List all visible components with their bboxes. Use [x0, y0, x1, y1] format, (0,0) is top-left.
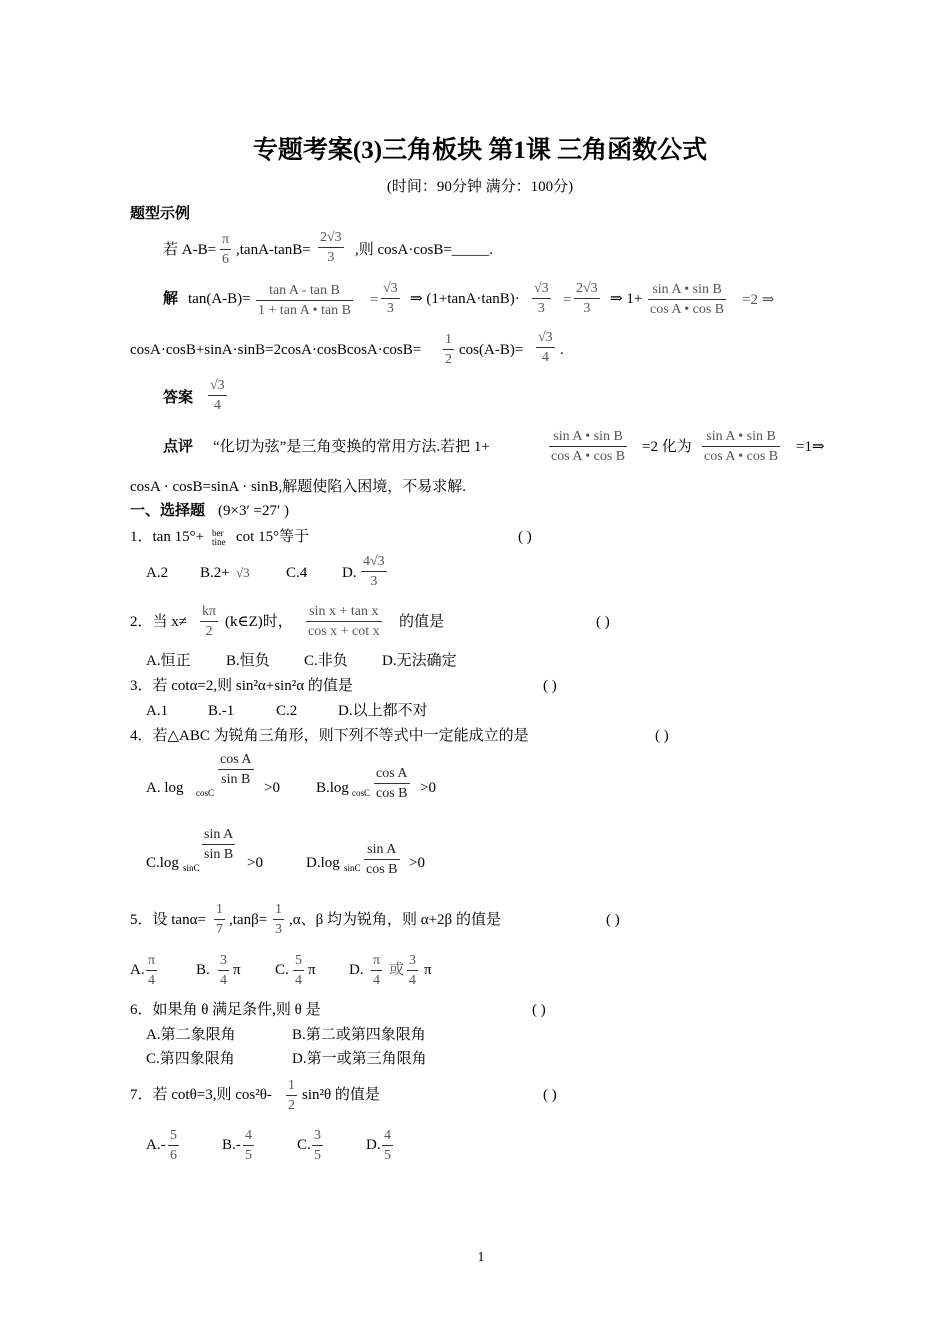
q4-option-a-gt: >0 [264, 780, 280, 796]
q1-option-d: D. [342, 565, 357, 581]
section-example-heading: 题型示例 [130, 206, 191, 222]
equals-two-arrow: =2 ⇒ [742, 292, 775, 308]
example-question-mid: ,tanA-tanB= [236, 242, 311, 258]
question-1-glyph: ber [212, 528, 224, 538]
q4-option-d-fraction: $\frac{\text{sin A}}{\text{cos B}}$ [366, 842, 398, 877]
question-3-paren: ( ) [543, 678, 557, 694]
q7-option-b-fraction: $\frac{4}{5}$ [245, 1128, 252, 1163]
question-1-paren: ( ) [518, 529, 532, 545]
q7-option-d-fraction: $\frac{4}{5}$ [384, 1128, 391, 1163]
q5-option-d-pi: π [424, 962, 432, 978]
q2-option-b: B.恒负 [226, 653, 270, 669]
question-3-text: 3．若 cotα=2,则 sin²α+sin²α 的值是 [130, 678, 353, 694]
q4-option-b-base: cosC [352, 788, 370, 798]
time-score-info: (时间：90分钟 满分：100分) [386, 179, 574, 195]
q4-option-c-gt: >0 [247, 855, 263, 871]
q7-option-b: B.- [222, 1137, 241, 1153]
q5-option-d: D. [349, 962, 364, 978]
equals-sign: = [370, 292, 379, 308]
question-2-paren: ( ) [596, 614, 610, 630]
q6-option-c: C.第四象限角 [146, 1051, 235, 1067]
question-4-paren: ( ) [655, 728, 669, 744]
q4-option-a-base: cosC [196, 788, 214, 798]
q5-fraction-1-7: $\frac{1}{7}$ [216, 902, 223, 937]
q4-option-c: C.log [146, 855, 179, 871]
fraction-sqrt3-over-3: $\frac{√3}{3}$ [383, 281, 398, 316]
q2-option-a: A.恒正 [146, 653, 191, 669]
question-5-end: ,α、β 均为锐角，则 α+2β 的值是 [289, 912, 501, 928]
q5-option-d-fraction-1: $\frac{\pi}{4}$ [373, 953, 381, 988]
q1-option-b-sqrt3: √3 [236, 565, 250, 580]
q5-option-b-pi: π [233, 962, 241, 978]
question-1-text: 1．tan 15°+ [130, 529, 205, 545]
q2-fraction-kpi: $\frac{k\pi}{2}$ [202, 604, 217, 639]
q1-option-b: B.2+ [200, 565, 230, 581]
q5-option-d-or: 或 [389, 962, 405, 978]
question-2-end: 的值是 [399, 614, 445, 630]
q1-option-d-fraction: $\frac{4√3}{3}$ [363, 554, 385, 589]
page-title: 专题考案(3)三角板块 第1课 三角函数公式 [252, 137, 708, 164]
q6-option-b: B.第二或第四象限角 [292, 1027, 426, 1043]
question-6-paren: ( ) [532, 1002, 546, 1018]
solution-period: . [560, 342, 564, 358]
q5-fraction-1-3: $\frac{1}{3}$ [275, 902, 282, 937]
solution-arrow-text: ⇒ (1+tanA·tanB)· [410, 291, 520, 307]
q5-option-b: B. [196, 962, 210, 978]
q7-option-c: C. [297, 1137, 311, 1153]
q5-option-c-fraction: $\frac{5}{4}$ [295, 953, 302, 988]
solution-arrow-text-2: ⇒ 1+ [610, 291, 643, 307]
q5-option-d-fraction-2: $\frac{3}{4}$ [409, 953, 416, 988]
q1-option-c: C.4 [286, 565, 308, 581]
question-6-text: 6．如果角 θ 满足条件,则 θ 是 [130, 1002, 321, 1018]
question-7-end: sin²θ 的值是 [302, 1087, 380, 1103]
q3-option-a: A.1 [146, 703, 169, 719]
section-choice-heading: 一、选择题 [130, 503, 206, 519]
q3-option-b: B.-1 [208, 703, 235, 719]
fraction-sqrt3-over-4: $\frac{√3}{4}$ [538, 330, 553, 365]
fraction-sin-over-cos: $\frac{\text{sin A • sin B}}{\text{cos A • cos B}}$ [650, 282, 725, 317]
q7-option-d: D. [366, 1137, 381, 1153]
q6-option-d: D.第一或第三角限角 [292, 1051, 427, 1067]
page-number: 1 [477, 1250, 485, 1265]
solution-line-2b: cos(A-B)= [459, 342, 524, 358]
section-choice-score: (9×3′ =27′ ) [218, 503, 289, 519]
question-1-rest: cot 15°等于 [236, 529, 310, 545]
comment-fraction-1: $\frac{\text{sin A • sin B}}{\text{cos A • cos B}}$ [551, 429, 626, 464]
fraction-2sqrt3-over-3-b: $\frac{2√3}{3}$ [576, 281, 598, 316]
example-question-end: ,则 cosA·cosB=_____. [355, 242, 494, 258]
q3-option-c: C.2 [276, 703, 298, 719]
fraction-tan-difference: $\frac{\text{tan A - tan B}}{\text{1 + tan A • tan B}}$ [258, 283, 351, 318]
question-4-text: 4．若△ABC 为锐角三角形，则下列不等式中一定能成立的是 [130, 728, 529, 744]
q2-main-fraction: $\frac{\text{sin x + tan x}}{\text{cos x + cot x}}$ [308, 604, 380, 639]
q3-option-d: D.以上都不对 [338, 703, 428, 719]
q5-option-a: A. [130, 962, 145, 978]
comment-text: “化切为弦”是三角变换的常用方法.若把 1+ [213, 439, 490, 455]
question-2-mid: (k∈Z)时， [225, 614, 293, 630]
q4-option-a: A. log [146, 780, 184, 796]
q7-fraction-1-2: $\frac{1}{2}$ [288, 1078, 295, 1113]
question-5-text: 5．设 tanα= [130, 912, 206, 928]
question-5-mid: ,tanβ= [229, 912, 268, 928]
comment-end: =1⇒ [796, 439, 825, 455]
q4-option-d: D.log [306, 855, 340, 871]
fraction-pi-over-6: $\frac{\pi}{6}$ [222, 232, 230, 267]
q7-option-a-fraction: $\frac{5}{6}$ [170, 1128, 177, 1163]
fraction-2sqrt3-over-3: $\frac{2√3}{3}$ [320, 230, 342, 265]
q5-option-a-fraction: $\frac{\pi}{4}$ [148, 953, 156, 988]
q4-option-b-fraction: $\frac{\text{cos A}}{\text{cos B}}$ [376, 766, 408, 801]
q5-option-c: C. [275, 962, 289, 978]
example-question-prefix: 若 A-B= [163, 242, 217, 258]
q4-option-b: B.log [316, 780, 349, 796]
q2-option-d: D.无法确定 [382, 653, 457, 669]
fraction-sqrt3-over-3-b: $\frac{√3}{3}$ [534, 281, 549, 316]
question-7-text: 7．若 cotθ=3,则 cos²θ- [130, 1087, 272, 1103]
comment-label: 点评 [163, 439, 194, 455]
q1-option-a: A.2 [146, 565, 169, 581]
q5-option-c-pi: π [308, 962, 316, 978]
q5-option-b-fraction: $\frac{3}{4}$ [220, 953, 227, 988]
solution-line-2: cosA·cosB+sinA·sinB=2cosA·cosBcosA·cosB= [130, 342, 422, 358]
q6-option-a: A.第二象限角 [146, 1027, 236, 1043]
comment-mid: =2 化为 [642, 439, 692, 455]
q4-option-d-base: sinC [344, 863, 361, 873]
solution-tan-text: tan(A-B)= [188, 291, 251, 307]
question-2-text: 2．当 x≠ [130, 614, 187, 630]
equals-sign-2: = [563, 292, 572, 308]
question-7-paren: ( ) [543, 1087, 557, 1103]
question-1-glyph-2: tine [212, 537, 226, 547]
comment-line-2: cosA · cosB=sinA · sinB,解题使陷入困境，不易求解. [130, 479, 466, 495]
q2-option-c: C.非负 [304, 653, 348, 669]
q4-option-b-gt: >0 [420, 780, 436, 796]
q4-option-c-base: sinC [183, 863, 200, 873]
solution-label: 解 [163, 291, 179, 307]
q4-option-d-gt: >0 [409, 855, 425, 871]
fraction-1-over-2: $\frac{1}{2}$ [445, 332, 452, 367]
q7-option-a: A.- [146, 1137, 166, 1153]
q4-option-c-fraction: $\frac{\text{sin A}}{\text{sin B}}$ [204, 827, 234, 862]
q7-option-c-fraction: $\frac{3}{5}$ [314, 1128, 321, 1163]
q4-option-a-fraction: $\frac{\text{cos A}}{\text{sin B}}$ [220, 752, 252, 787]
answer-label: 答案 [163, 390, 194, 406]
question-5-paren: ( ) [606, 912, 620, 928]
comment-fraction-2: $\frac{\text{sin A • sin B}}{\text{cos A • cos B}}$ [704, 429, 779, 464]
answer-fraction: $\frac{√3}{4}$ [210, 378, 225, 413]
